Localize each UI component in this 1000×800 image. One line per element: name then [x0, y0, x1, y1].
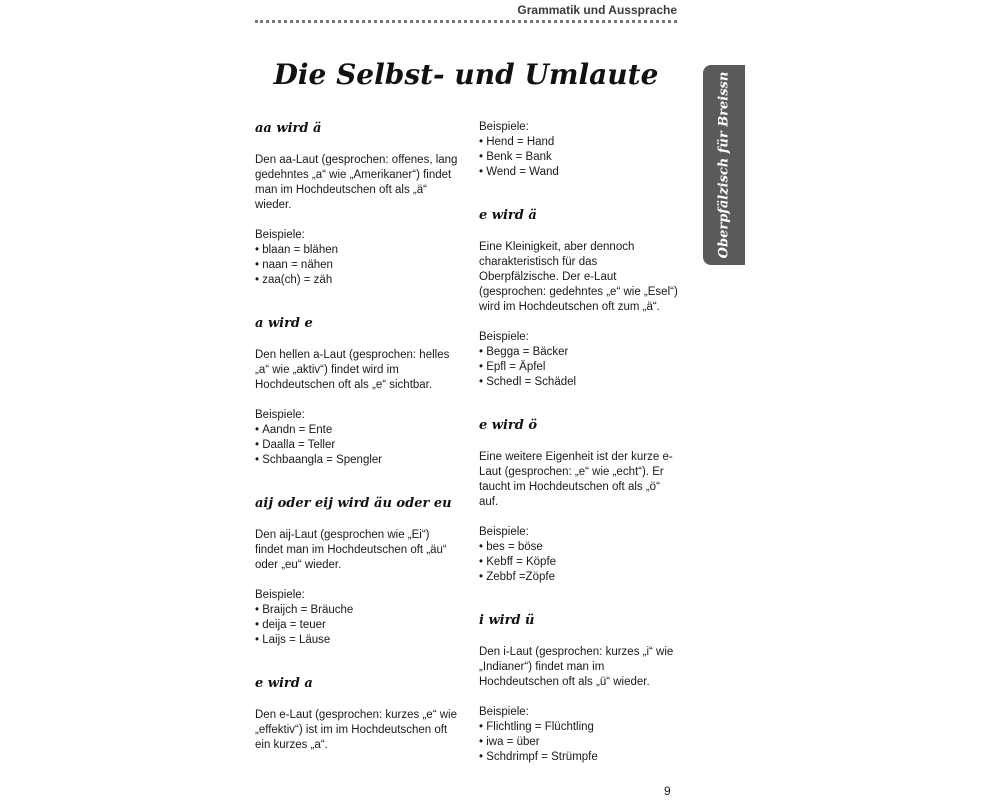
example-item: • Laijs = Läuse [255, 633, 460, 648]
section-body: Den e-Laut (gesprochen: kurzes „e“ wie „effektiv“) ist im im Hochdeutschen oft ein kurzes „a“. [255, 709, 457, 751]
example-item: • Epfl = Äpfel [479, 360, 679, 375]
example-list [479, 720, 679, 765]
section-heading: e wird ä [479, 208, 537, 223]
side-tab-label: Oberpfälzisch für Breissn [716, 71, 732, 259]
example-item: • Wend = Wand [479, 165, 679, 180]
example-item: • Aandn = Ente [255, 423, 460, 438]
section-body: Den hellen a-Laut (gesprochen: helles „a“ wie „aktiv“) findet wird im Hochdeutschen oft als „e“ sichtbar. [255, 349, 450, 391]
header-divider [255, 20, 677, 23]
section-i-wird-ue [479, 612, 679, 765]
page-title: Die Selbst- und Umlaute [273, 58, 659, 91]
examples-label: Beispiele: [479, 331, 529, 343]
left-column [255, 120, 460, 768]
example-item: • Daalla = Teller [255, 438, 460, 453]
example-list [255, 423, 460, 468]
section-aij-wird-aeu [255, 495, 460, 648]
section-heading: aij oder eij wird äu oder eu [255, 496, 452, 511]
section-heading: e wird a [255, 676, 313, 691]
right-column [479, 120, 679, 765]
examples-label: Beispiele: [255, 229, 305, 241]
example-item: • Kebff = Köpfe [479, 555, 679, 570]
examples-label: Beispiele: [479, 706, 529, 718]
example-list [255, 603, 460, 648]
section-e-wird-a [255, 675, 460, 753]
example-item: • bes = böse [479, 540, 679, 555]
example-list [255, 243, 460, 288]
section-heading: e wird ö [479, 418, 538, 433]
section-body: Eine weitere Eigenheit ist der kurze e-Laut (gesprochen: „e“ wie „echt“). Er taucht im Hochdeutschen oft als „ö“ auf. [479, 451, 673, 508]
section-heading: a wird e [255, 316, 313, 331]
section-body: Eine Kleinigkeit, aber dennoch charakteristisch für das Oberpfälzische. Der e-Laut (gesprochen: gedehntes „e“ wie „Esel“) wird im Hochdeutschen oft zum „ä“. [479, 241, 678, 313]
section-body: Den aij-Laut (gesprochen wie „Ei“) findet man im Hochdeutschen oft „äu“ oder „eu“ wieder. [255, 529, 447, 571]
example-item: • iwa = über [479, 735, 679, 750]
example-item: • Benk = Bank [479, 150, 679, 165]
section-body: Den i-Laut (gesprochen: kurzes „i“ wie „Indianer“) findet man im Hochdeutschen oft als „ü“ wieder. [479, 646, 674, 688]
examples-label: Beispiele: [479, 121, 529, 133]
section-body: Den aa-Laut (gesprochen: offenes, lang gedehntes „a“ wie „Amerikaner“) findet man im Hochdeutschen oft als „ä“ wieder. [255, 154, 458, 211]
section-heading: i wird ü [479, 613, 535, 628]
examples-label: Beispiele: [255, 589, 305, 601]
example-item: • Zebbf =Zöpfe [479, 570, 679, 585]
section-heading: aa wird ä [255, 121, 322, 136]
example-item: • Braijch = Bräuche [255, 603, 460, 618]
example-item: • naan = nähen [255, 258, 460, 273]
section-aa-wird-ae [255, 120, 460, 288]
examples-label: Beispiele: [255, 409, 305, 421]
example-item: • Flichtling = Flüchtling [479, 720, 679, 735]
section-a-wird-e [255, 315, 460, 468]
example-item: • Schedl = Schädel [479, 375, 679, 390]
example-item: • Begga = Bäcker [479, 345, 679, 360]
example-list [479, 345, 679, 390]
section-e-wird-a-examples [479, 120, 679, 180]
example-list [479, 540, 679, 585]
example-item: • Hend = Hand [479, 135, 679, 150]
example-item: • zaa(ch) = zäh [255, 273, 460, 288]
example-item: • Schdrimpf = Strümpfe [479, 750, 679, 765]
examples-label: Beispiele: [479, 526, 529, 538]
example-list [479, 135, 679, 180]
section-e-wird-ae [479, 207, 679, 390]
running-header: Grammatik und Aussprache [517, 3, 677, 17]
chapter-side-tab [703, 65, 745, 265]
example-item: • Schbaangla = Spengler [255, 453, 460, 468]
page-number: 9 [664, 784, 671, 798]
example-item: • deija = teuer [255, 618, 460, 633]
section-e-wird-oe [479, 417, 679, 585]
example-item: • blaan = blähen [255, 243, 460, 258]
